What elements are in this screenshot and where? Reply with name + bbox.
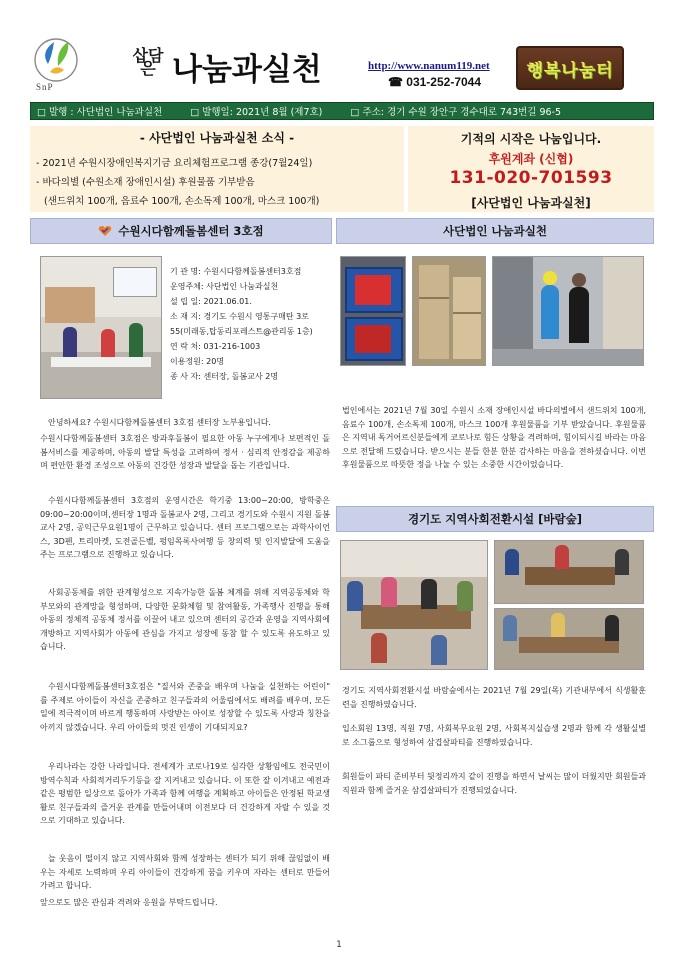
section-title: 경기도 지역사회전환시설 [바람숲] — [407, 512, 583, 526]
center-detail-line: 55(미래동,탑동리포레스트@관리동 1층) — [170, 327, 313, 336]
care-center-paragraph: 우리나라는 강한 나라입니다. 전세계가 코로나19로 심각한 상황임에도 전국민이 방역수칙과 사회적거리두기등을 잘 지켜내고 있습니다. 이 또한 잘 이겨내고 예전과 같은 평범한 일상으로 돌아가 가족과 함께 여행을 계획하고 아이들은 안정된 학교생활로 친구들과의 즐거운 관계를 만들어내며 이전보다 더 건강하게 자랄 수 있을 것으로 기대하고 있습니다. — [40, 762, 330, 826]
website-link[interactable]: http://www.nanum119.net — [368, 60, 490, 72]
care-center-paragraph: 안녕하세요? 수원시다함께돌봄센터 3호점 센터장 노부용입니다. — [48, 418, 271, 427]
heart-check-icon — [98, 225, 112, 237]
care-center-paragraph: 수원시다함께돌봄센터3호점은 "질서와 존중을 배우며 나눔을 실천하는 어린이" 를 주제로 아이들이 자신을 존중하고 친구들과의 어울림에서도 배려를 배우며, 모든 일에 적극적이며 바르게 행동하며 사랑받는 아이로 성장할 수 있도록 사랑과 칭찬을 아끼지 않겠습니다. 우리 아이들의 멋진 인생이 기대되지요? — [40, 682, 330, 732]
association-paragraph: 법인에서는 2021년 7월 30일 수원시 소재 장애인시설 바다의별에서 샌드위치 100개, 음료수 100개, 손소독제 100개, 마스크 100개 후원물품을 기부 받았습니다. 후원물품은 지역내 독거어르신분들에게 코로나로 힘든 상황을 격려하며, 힘이되시길 바라는 마음으로 전달해 드렸습니다. 받으시는 분들 한분 한분 감사하는 마음을 전하셨습니다. 이번 후원물품으로 따뜻한 정을 나눌 수 있는 소중한 시간이었습니다. — [342, 406, 646, 470]
center-detail-line: 연 락 처: 031-216-1003 — [170, 342, 261, 351]
care-center-paragraph: 앞으로도 많은 관심과 격려와 응원을 부탁드립니다. — [40, 898, 218, 907]
page-number: 1 — [336, 940, 342, 950]
center-detail-line: 기 관 명: 수원시다함께돌봄센터3호점 — [170, 267, 302, 276]
phone-number: ☎ 031-252-7044 — [388, 75, 482, 89]
donation-title: 기적의 시작은 나눔입니다. — [460, 132, 602, 146]
care-center-paragraph: 수원시다함께돌봄센터 3호점의 운영시간은 학기중 13:00~20:00, 방학중은 09:00~20:00이며,센터장 1명과 돌봄교사 2명, 그리고 경기도와 수원시 지원 돌봄교사 2명, 공익근무요원1명이 근무하고 있습니다. 센터 프로그램으로는 과학사이언스, 3D펜, 트리마켓, 도전골든벨, 펑임목록사여행 등 창의력 및 인지발달에 도움을 주는 프로그램으로 진행하고 있습니다. — [40, 496, 330, 560]
publication-info-bar — [30, 102, 654, 120]
center-detail-line: 운영주체: 사단법인 나눔과실천 — [170, 282, 279, 291]
section-title: 수원시다함께돌봄센터 3호점 — [118, 224, 264, 238]
section-title: 사단법인 나눔과실천 — [443, 224, 547, 238]
donated-goods-photo — [340, 256, 406, 366]
facility-paragraph: 회원들이 파티 준비부터 뒷정리까지 같이 진행을 하면서 날씨는 많이 더웠지만 회원들과 직원과 함께 즐거운 삼겹살파티가 진행되었습니다. — [342, 772, 646, 795]
care-center-paragraph: 사회공동체를 위한 관계형성으로 지속가능한 돌봄 체계를 위해 지역공동체와 학부모와의 관계망을 형성하며, 다양한 문화체험 및 참여활동, 가족행사 진행을 통해 아동의 정체적 공동체 정서를 이끌어 내고 있으며 센터의 공간과 운영을 지역사회에 개방하고 지역사회가 아동에 관심을 가지고 성장에 동참 할 수 있도록 유도하고 있습니다. — [40, 588, 330, 652]
org-name: 나눔과실천 — [172, 52, 322, 88]
center-detail-line: 이용정원: 20명 — [170, 357, 225, 366]
party-photo-bottom-right — [494, 608, 644, 670]
news-title: - 사단법인 나눔과실천 소식 - — [139, 131, 295, 145]
org-prefix: 삽담 은 — [132, 46, 164, 78]
facility-paragraph: 경기도 지역사회전환시설 바람숲에서는 2021년 7월 29일(목) 기관내부에서 식생활훈련을 진행하였습니다. — [342, 686, 646, 709]
donation-account-number: 131-020-701593 — [449, 168, 613, 188]
address-info: □ 주소: 경기 수원 장안구 경수대로 743번길 96-5 — [350, 107, 562, 118]
party-photo-main — [340, 540, 488, 670]
care-center-paragraph: 수원시다함께돌봄센터 3호점은 방과후돌봄이 필요한 아동 누구에게나 보편적인 돌봄서비스를 제공하며, 아동의 발달 특성을 고려하여 정서 · 심리적 안정감을 제공하며 편안한 환경 조성으로 아동의 건강한 성장과 발달을 돕는 기관입니다. — [40, 434, 330, 471]
news-item: - 2021년 수원시장애인복지기금 요리체험프로그램 종강(7월24일) — [36, 158, 313, 169]
center-detail-line: 종 사 자: 센터장, 돌봄교사 2명 — [170, 372, 279, 381]
delivery-photo — [492, 256, 644, 366]
publisher-info: □ 발행 : 사단법인 나눔과실천 — [37, 107, 163, 118]
boxes-photo — [412, 256, 486, 366]
section-header-care-center — [30, 218, 332, 244]
center-detail-line: 설 립 일: 2021.06.01. — [170, 297, 252, 306]
facility-paragraph: 입소회원 13명, 직원 7명, 사회복무요원 2명, 사회복지실습생 2명과 함께 각 생활실별로 소그룹으로 형성하여 삼겹살파티를 진행하였습니다. — [342, 724, 646, 747]
center-detail-line: 소 재 지: 경기도 수원시 영통구매탄 3로 — [170, 312, 309, 321]
donation-account-holder: [사단법인 나눔과실천] — [471, 196, 591, 210]
issue-date-info: □ 발행일: 2021년 8월 (제7호) — [190, 107, 323, 118]
section-header-association — [336, 218, 654, 244]
party-photo-top-right — [494, 540, 644, 604]
happy-sharing-badge — [516, 46, 624, 90]
badge-text: 행복나눔터 — [526, 60, 614, 81]
classroom-photo — [40, 256, 162, 399]
care-center-paragraph: 늘 웃음이 떨이지 않고 지역사회와 함께 성장하는 센터가 되기 위해 끊임없이 배우는 자세로 노력하며 우리 아이들이 건강하게 꿈을 키우며 자라는 센터로 만들어 가려고 합니다. — [40, 854, 330, 891]
logo-subtext: SnP — [36, 82, 54, 92]
donation-account-label: 후원계좌 (신협) — [488, 152, 574, 166]
news-item: - 바다의별 (수원소재 장애인시설) 후원물품 기부받음 — [36, 177, 255, 188]
section-header-facility — [336, 506, 654, 532]
news-item: (샌드위치 100개, 음료수 100개, 손소독제 100개, 마스크 100개) — [44, 196, 320, 207]
